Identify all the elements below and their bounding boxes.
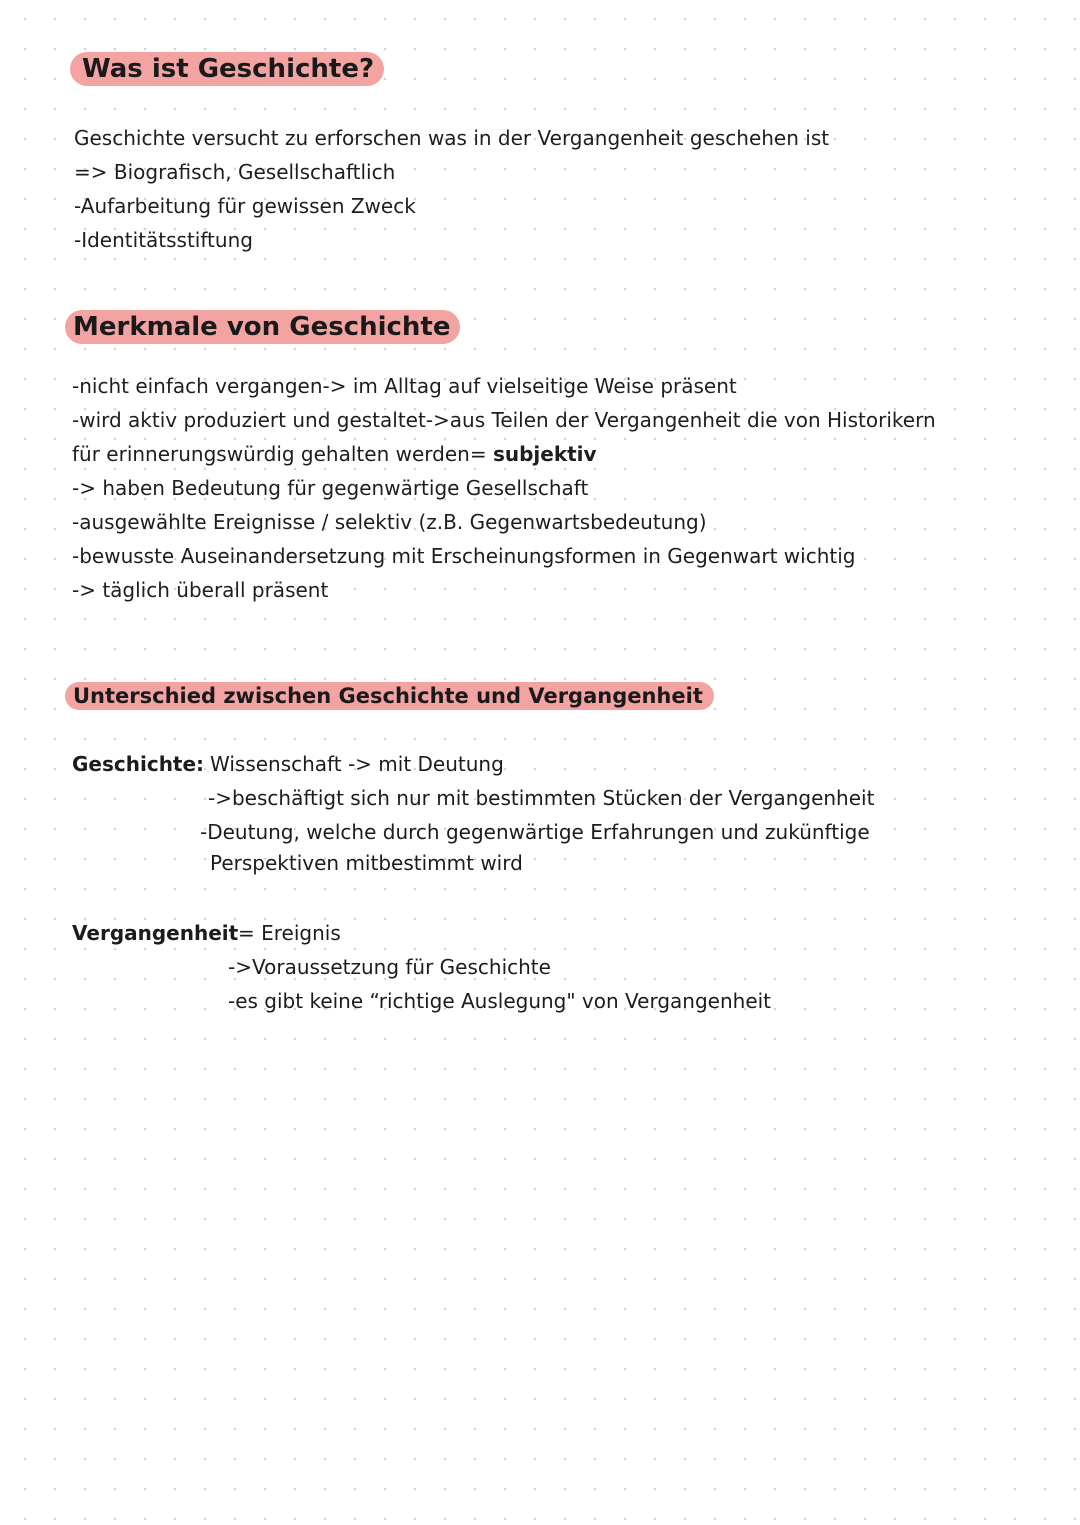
text-line: -Identitätsstiftung [74, 228, 253, 252]
definition-line: -Deutung, welche durch gegenwärtige Erfahrungen und zukünftige [200, 820, 870, 844]
definition-line: Wissenschaft -> mit Deutung [210, 752, 504, 776]
section-was-ist-geschichte-body [74, 121, 829, 257]
heading-unterschied: Unterschied zwischen Geschichte und Vergangenheit [65, 682, 714, 710]
section-merkmale-body [72, 369, 936, 607]
definition-line: -es gibt keine “richtige Auslegung" von Vergangenheit [228, 989, 772, 1013]
term-vergangenheit: Vergangenheit [72, 921, 239, 945]
text-line: -Aufarbeitung für gewissen Zweck [74, 194, 416, 218]
text-line: -> täglich überall präsent [72, 578, 329, 602]
definition-line: ->beschäftigt sich nur mit bestimmten Stücken der Vergangenheit [208, 786, 875, 810]
definition-line: Perspektiven mitbestimmt wird [210, 851, 523, 875]
text-line: -nicht einfach vergangen-> im Alltag auf vielseitige Weise präsent [72, 374, 737, 398]
text-fragment: für erinnerungswürdig gehalten werden= [72, 442, 487, 466]
heading-was-ist-geschichte: Was ist Geschichte? [70, 52, 384, 86]
text-line: Geschichte versucht zu erforschen was in der Vergangenheit geschehen ist [74, 126, 830, 150]
text-line: -bewusste Auseinandersetzung mit Erscheinungsformen in Gegenwart wichtig [72, 544, 856, 568]
text-line: -> haben Bedeutung für gegenwärtige Gesellschaft [72, 476, 589, 500]
text-line: -wird aktiv produziert und gestaltet->aus Teilen der Vergangenheit die von Historikern [72, 408, 936, 432]
text-line [72, 437, 936, 471]
text-line: => Biografisch, Gesellschaftlich [74, 160, 396, 184]
definition-line: ->Voraussetzung für Geschichte [228, 955, 551, 979]
definition-line: = Ereignis [238, 921, 341, 945]
heading-merkmale-von-geschichte: Merkmale von Geschichte [65, 310, 460, 344]
term-geschichte: Geschichte: [72, 752, 205, 776]
text-line: -ausgewählte Ereignisse / selektiv (z.B. Gegenwartsbedeutung) [72, 510, 707, 534]
emphasis-subjektiv: subjektiv [492, 442, 597, 466]
